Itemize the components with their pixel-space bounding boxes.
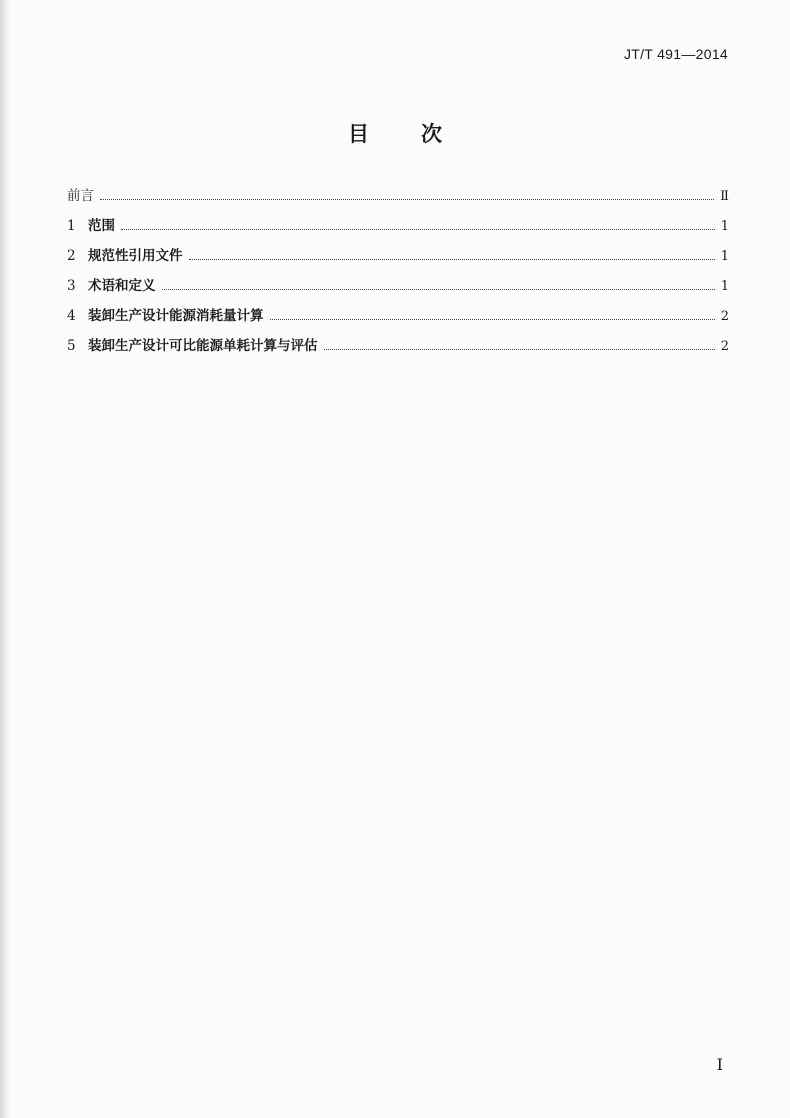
- table-of-contents: [67, 184, 729, 364]
- toc-entry-label: 规范性引用文件: [88, 248, 183, 264]
- toc-title: [0, 118, 790, 148]
- toc-entry-page: 2: [720, 309, 729, 324]
- toc-entry-label: 术语和定义: [88, 278, 156, 294]
- toc-entry-number: 3: [67, 278, 76, 294]
- toc-entry-2[interactable]: [67, 244, 729, 274]
- toc-entry-page: 1: [720, 279, 729, 294]
- toc-entry-label: 前言: [67, 188, 94, 204]
- toc-title-char-2: 次: [421, 122, 442, 146]
- toc-entry-3[interactable]: [67, 274, 729, 304]
- toc-entry-number: 4: [67, 308, 76, 324]
- toc-entry-foreword[interactable]: [67, 184, 729, 214]
- page-edge-shadow: [0, 0, 10, 1118]
- toc-entry-5[interactable]: [67, 334, 729, 364]
- standard-code: JT/T 491—2014: [623, 46, 728, 62]
- toc-leader-dots: [121, 228, 715, 230]
- toc-leader-dots: [324, 348, 715, 350]
- toc-leader-dots: [100, 198, 714, 200]
- toc-leader-dots: [270, 318, 715, 320]
- toc-entry-4[interactable]: [67, 304, 729, 334]
- toc-entry-number: 5: [67, 338, 76, 354]
- toc-entry-1[interactable]: [67, 214, 729, 244]
- toc-entry-label: 装卸生产设计可比能源单耗计算与评估: [88, 338, 318, 354]
- toc-entry-label: 装卸生产设计能源消耗量计算: [88, 308, 264, 324]
- toc-title-char-1: 目: [348, 122, 369, 146]
- toc-entry-number: 2: [67, 248, 76, 264]
- page-number: I: [716, 1055, 723, 1074]
- toc-entry-page: 2: [720, 339, 729, 354]
- toc-entry-number: 1: [67, 218, 76, 234]
- toc-entry-page: 1: [720, 249, 729, 264]
- toc-leader-dots: [189, 258, 715, 260]
- toc-entry-page: Ⅱ: [720, 189, 729, 204]
- toc-entry-page: 1: [720, 219, 729, 234]
- toc-leader-dots: [162, 288, 715, 290]
- toc-entry-label: 范围: [88, 218, 115, 234]
